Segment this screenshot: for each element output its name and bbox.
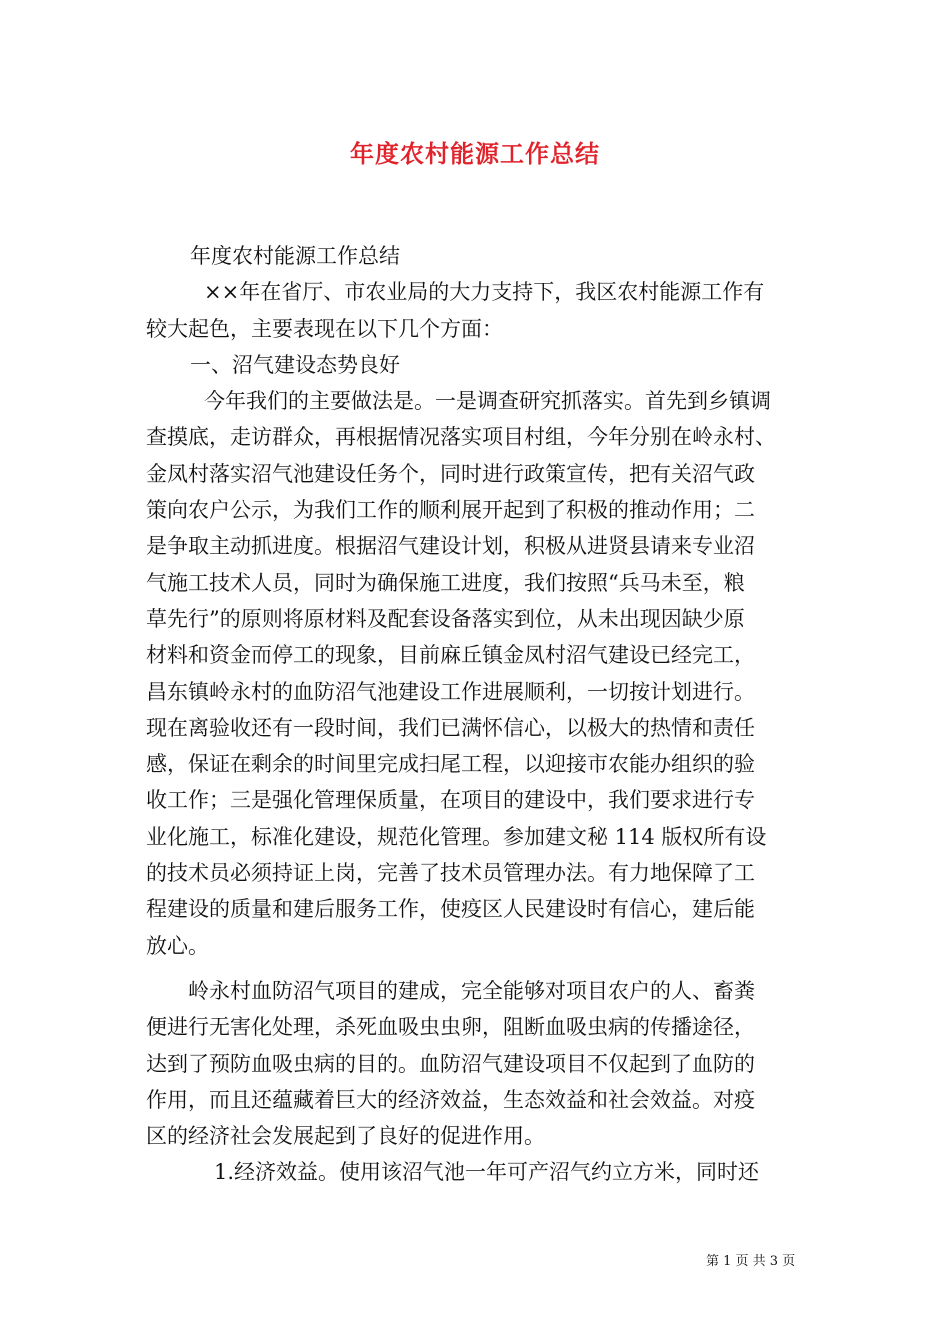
document-title: 年度农村能源工作总结	[350, 139, 600, 168]
section-heading: 一、沼气建设态势良好	[190, 352, 400, 377]
text-line: 今年我们的主要做法是。一是调查研究抓落实。首先到乡镇调	[204, 389, 771, 414]
text-line: 的技术员必须持证上岗，完善了技术员管理办法。有力地保障了工	[146, 861, 755, 886]
text-line: 感，保证在剩余的时间里完成扫尾工程，以迎接市农能办组织的验	[146, 752, 755, 777]
text-line: 达到了预防血吸虫病的目的。血防沼气建设项目不仅起到了血防的	[146, 1051, 755, 1076]
text-line: 年度农村能源工作总结	[190, 244, 400, 268]
page-number: 第 1 页 共 3 页	[706, 1254, 796, 1269]
text-line: 昌东镇岭永村的血防沼气池建设工作进展顺利，一切按计划进行。	[146, 679, 755, 704]
text-line: ××年在省厅、市农业局的大力支持下，我区农村能源工作有	[204, 280, 765, 305]
document-body	[146, 238, 816, 1191]
text-line: 程建设的质量和建后服务工作，使疫区人民建设时有信心，建后能	[146, 897, 755, 922]
text-line: 1.经济效益。使用该沼气池一年可产沼气约立方米，同时还	[214, 1160, 760, 1185]
text-line: 业化施工，标准化建设，规范化管理。参加建文秘 114 版权所有设	[146, 824, 767, 849]
text-line: 查摸底，走访群众，再根据情况落实项目村组，今年分别在岭永村、	[146, 425, 776, 450]
text-line: 材料和资金而停工的现象，目前麻丘镇金凤村沼气建设已经完工，	[146, 643, 755, 668]
text-line: 区的经济社会发展起到了良好的促进作用。	[146, 1124, 545, 1149]
text-line: 收工作；三是强化管理保质量，在项目的建设中，我们要求进行专	[146, 788, 755, 813]
text-line: 是争取主动抓进度。根据沼气建设计划，积极从进贤县请来专业沼	[146, 534, 755, 559]
text-line: 草先行”的原则将原材料及配套设备落实到位，从未出现因缺少原	[146, 606, 745, 631]
text-line: 岭永村血防沼气项目的建成，完全能够对项目农户的人、畜粪	[188, 978, 755, 1003]
text-line: 作用，而且还蕴藏着巨大的经济效益，生态效益和社会效益。对疫	[146, 1087, 755, 1112]
text-line: 现在离验收还有一段时间，我们已满怀信心，以极大的热情和责任	[146, 715, 755, 740]
text-line: 气施工技术人员，同时为确保施工进度，我们按照“兵马未至，粮	[146, 570, 745, 595]
text-line: 金凤村落实沼气池建设任务个，同时进行政策宣传，把有关沼气政	[146, 461, 755, 486]
text-line: 放心。	[146, 933, 209, 958]
text-line: 策向农户公示，为我们工作的顺利展开起到了积极的推动作用；二	[146, 498, 755, 523]
text-line: 便进行无害化处理，杀死血吸虫虫卵，阻断血吸虫病的传播途径，	[146, 1015, 755, 1040]
text-line: 较大起色，主要表现在以下几个方面：	[146, 316, 503, 341]
